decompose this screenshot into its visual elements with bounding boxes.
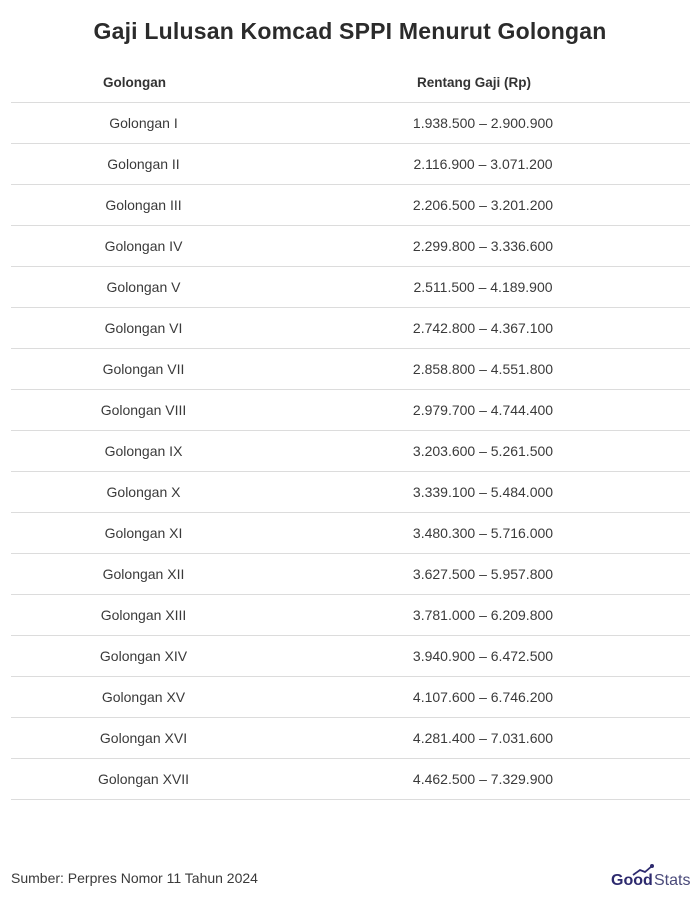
cell-golongan: Golongan IX bbox=[104, 443, 183, 459]
cell-golongan: Golongan XIII bbox=[100, 607, 187, 623]
cell-golongan: Golongan XVII bbox=[97, 771, 190, 787]
cell-rentang-gaji: 4.281.400 – 7.031.600 bbox=[412, 730, 554, 746]
cell-golongan: Golongan XIV bbox=[99, 648, 188, 664]
cell-rentang-gaji: 3.203.600 – 5.261.500 bbox=[412, 443, 554, 459]
cell-rentang-gaji: 3.480.300 – 5.716.000 bbox=[412, 525, 554, 541]
source-note: Sumber: Perpres Nomor 11 Tahun 2024 bbox=[11, 870, 258, 886]
cell-golongan: Golongan VIII bbox=[100, 402, 187, 418]
cell-rentang-gaji: 3.339.100 – 5.484.000 bbox=[412, 484, 554, 500]
column-header-rentang-gaji: Rentang Gaji (Rp) bbox=[417, 75, 531, 90]
cell-golongan: Golongan XVI bbox=[99, 730, 188, 746]
cell-rentang-gaji: 2.511.500 – 4.189.900 bbox=[413, 279, 553, 295]
cell-rentang-gaji: 4.462.500 – 7.329.900 bbox=[412, 771, 554, 787]
logo-text-stats: Stats bbox=[654, 872, 691, 889]
cell-rentang-gaji: 2.858.800 – 4.551.800 bbox=[412, 361, 554, 377]
cell-golongan: Golongan X bbox=[106, 484, 181, 500]
cell-golongan: Golongan VII bbox=[102, 361, 185, 377]
table-row bbox=[11, 226, 690, 267]
salary-table bbox=[11, 63, 690, 800]
table-row bbox=[11, 554, 690, 595]
cell-rentang-gaji: 4.107.600 – 6.746.200 bbox=[412, 689, 554, 705]
table-row bbox=[11, 185, 690, 226]
table-row bbox=[11, 595, 690, 636]
table-row bbox=[11, 677, 690, 718]
table-body bbox=[11, 103, 690, 800]
table-row bbox=[11, 390, 690, 431]
table-row bbox=[11, 308, 690, 349]
table-row bbox=[11, 759, 690, 800]
cell-golongan: Golongan XII bbox=[102, 566, 185, 582]
cell-rentang-gaji: 1.938.500 – 2.900.900 bbox=[412, 115, 554, 131]
table-row bbox=[11, 718, 690, 759]
cell-rentang-gaji: 2.206.500 – 3.201.200 bbox=[412, 197, 554, 213]
table-row bbox=[11, 431, 690, 472]
cell-golongan: Golongan XI bbox=[104, 525, 183, 541]
table-row bbox=[11, 472, 690, 513]
table-row bbox=[11, 349, 690, 390]
table-row bbox=[11, 513, 690, 554]
table-row bbox=[11, 267, 690, 308]
table-row bbox=[11, 636, 690, 677]
cell-rentang-gaji: 2.742.800 – 4.367.100 bbox=[412, 320, 554, 336]
table-row bbox=[11, 144, 690, 185]
cell-rentang-gaji: 3.781.000 – 6.209.800 bbox=[412, 607, 554, 623]
cell-rentang-gaji: 3.940.900 – 6.472.500 bbox=[412, 648, 554, 664]
cell-golongan: Golongan XV bbox=[101, 689, 186, 705]
cell-rentang-gaji: 2.299.800 – 3.336.600 bbox=[412, 238, 554, 254]
logo-text-good: Good bbox=[611, 872, 653, 889]
cell-golongan: Golongan IV bbox=[104, 238, 183, 254]
goodstats-logo bbox=[611, 863, 691, 889]
logo-dot-icon bbox=[650, 864, 654, 868]
table-header bbox=[11, 63, 690, 103]
cell-rentang-gaji: 2.979.700 – 4.744.400 bbox=[412, 402, 554, 418]
column-header-golongan: Golongan bbox=[103, 75, 166, 90]
table-row bbox=[11, 103, 690, 144]
cell-rentang-gaji: 2.116.900 – 3.071.200 bbox=[413, 156, 553, 172]
chart-title: Gaji Lulusan Komcad SPPI Menurut Golongan bbox=[93, 18, 607, 44]
cell-rentang-gaji: 3.627.500 – 5.957.800 bbox=[412, 566, 554, 582]
cell-golongan: Golongan V bbox=[106, 279, 181, 295]
cell-golongan: Golongan I bbox=[109, 115, 178, 131]
cell-golongan: Golongan II bbox=[107, 156, 180, 172]
cell-golongan: Golongan VI bbox=[104, 320, 183, 336]
cell-golongan: Golongan III bbox=[105, 197, 182, 213]
